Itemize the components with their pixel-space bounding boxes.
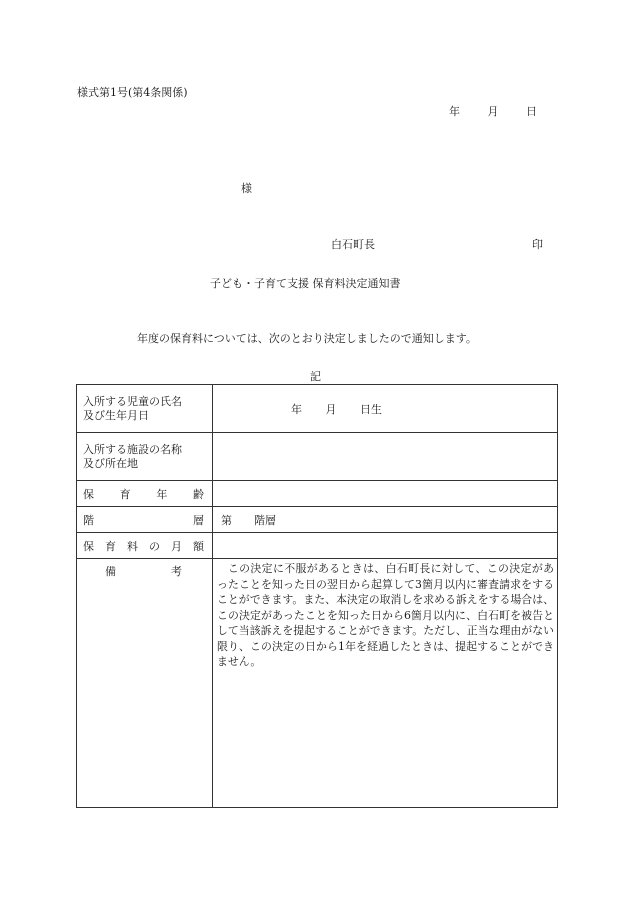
notes-label: 備 考 [77,559,213,808]
fee-decision-table [76,384,558,808]
age-value [213,481,558,507]
recipient-suffix: 様 [241,182,252,195]
mayor-title: 白石町長 [331,238,375,251]
table-row-facility [77,433,558,481]
bracket-label: 階 層 [77,507,213,533]
table-row-age [77,481,558,507]
document-title: 子ども・子育て支援 保育料決定通知書 [210,277,401,290]
table-row-child-name [77,385,558,433]
table-row-bracket [77,507,558,533]
child-birth-value: 年 月 日生 [213,385,558,433]
bracket-value: 第 階層 [213,507,558,533]
notes-text: この決定に不服があるときは、白石町長に対して、この決定があったことを知った日の翌日から起算して3箇月以内に審査請求をすることができます。また、本決定の取消しを求める訴えをする場合は、この決定があったことを知った日から6箇月以内に、白石町を被告として当該訴えを提起することができます。ただし、正当な理由がない限り、この決定の日から1年を経過したときは、提起することができません。 [213,559,558,808]
ki-label: 記 [310,370,321,383]
child-name-label: 入所する児童の氏名 及び生年月日 [77,385,213,433]
form-number: 様式第1号(第4条関係) [77,86,188,99]
age-label: 保 育 年 齢 [77,481,213,507]
seal-mark: 印 [532,238,543,251]
monthly-fee-value [213,533,558,559]
date-line: 年 月 日 [449,105,537,118]
monthly-fee-label: 保 育 料 の 月 額 [77,533,213,559]
facility-value [213,433,558,481]
facility-label: 入所する施設の名称 及び所在地 [77,433,213,481]
body-text: 年度の保育料については、次のとおり決定しましたので通知します。 [137,332,477,345]
table-row-monthly-fee [77,533,558,559]
table-row-notes [77,559,558,808]
